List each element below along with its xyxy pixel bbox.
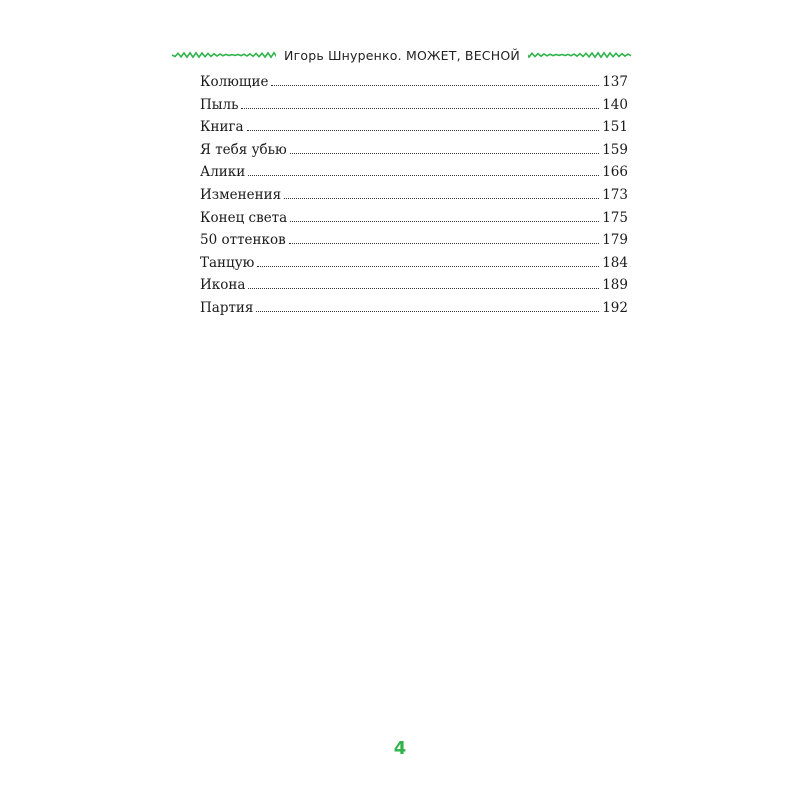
toc-entry-title: Я тебя убью (200, 141, 287, 158)
toc-entry[interactable] (200, 232, 628, 255)
toc-dot-leader (284, 197, 599, 199)
toc-entry-page: 159 (602, 141, 628, 158)
toc-entry-page: 166 (602, 164, 628, 181)
toc-entry-page: 175 (602, 209, 628, 226)
toc-entry-page: 189 (602, 277, 628, 294)
toc-entry-title: Изменения (200, 186, 282, 203)
toc-dot-leader (248, 287, 599, 289)
toc-entry-page: 137 (602, 74, 628, 90)
toc-entry[interactable] (200, 300, 628, 323)
toc-dot-leader (290, 152, 599, 154)
toc-entry-page: 151 (602, 119, 628, 136)
toc-entry-title: Икона (200, 277, 246, 294)
toc-entry-page: 173 (602, 186, 628, 203)
running-header (172, 44, 632, 68)
toc-dot-leader (241, 107, 599, 109)
toc-entry[interactable] (200, 97, 628, 120)
toc-entry[interactable] (200, 210, 628, 233)
toc-entry-page: 184 (602, 254, 628, 271)
toc-entry[interactable] (200, 277, 628, 300)
toc-entry-title: Алики (200, 164, 246, 181)
toc-entry-page: 140 (602, 96, 628, 113)
toc-entry-title: Танцую (200, 254, 255, 271)
toc-dot-leader (256, 310, 599, 312)
toc-entry-title: Пыль (200, 96, 239, 113)
toc-entry[interactable] (200, 119, 628, 142)
header-title: Игорь Шнуренко. МОЖЕТ, ВЕСНОЙ (172, 48, 632, 63)
toc-entry-title: Партия (200, 299, 254, 316)
toc-entry[interactable] (200, 255, 628, 278)
toc-dot-leader (271, 84, 599, 86)
toc-entry-title: 50 оттенков (200, 232, 286, 249)
toc-entry-page: 192 (602, 299, 628, 316)
toc-entry-page: 179 (602, 232, 628, 249)
toc-dot-leader (248, 174, 599, 176)
page-number: 4 (393, 738, 407, 759)
toc-dot-leader (289, 242, 600, 244)
toc-entry-title: Конец света (200, 209, 288, 226)
toc-dot-leader (257, 265, 599, 267)
table-of-contents (200, 74, 628, 323)
toc-entry-title: Книга (200, 119, 244, 136)
toc-dot-leader (247, 129, 600, 131)
toc-dot-leader (290, 220, 599, 222)
toc-entry[interactable] (200, 164, 628, 187)
toc-entry-title: Колющие (200, 74, 269, 90)
toc-entry[interactable] (200, 74, 628, 97)
toc-entry[interactable] (200, 187, 628, 210)
toc-entry[interactable] (200, 142, 628, 165)
